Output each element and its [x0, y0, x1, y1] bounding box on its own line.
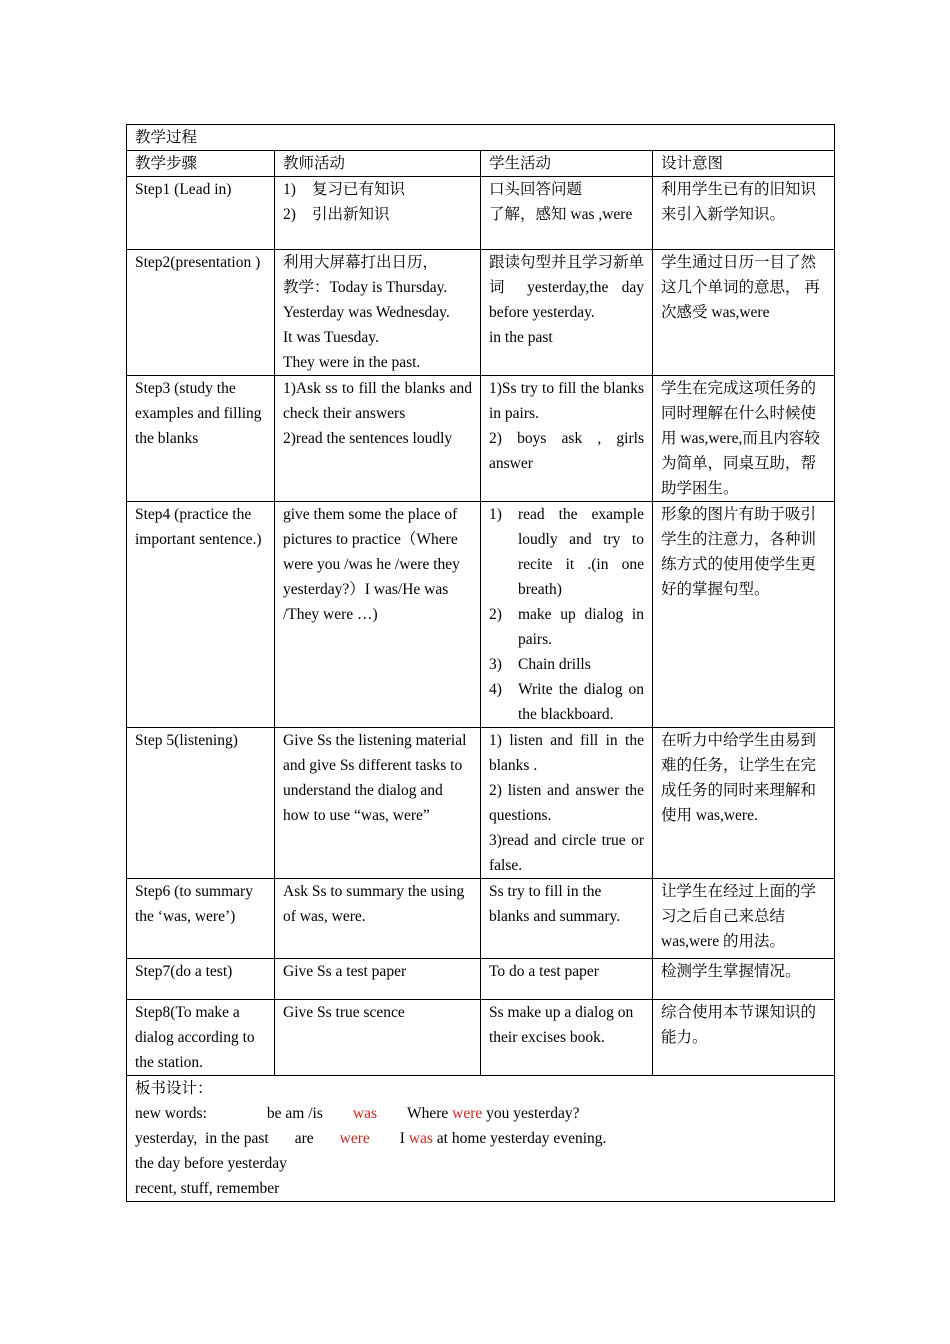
- board-line-1: new words: be am /is was Where were you yesterday?: [135, 1105, 580, 1122]
- header-row: [127, 151, 835, 177]
- highlight-word: was: [408, 1130, 433, 1147]
- list-item: 1) 复习已有知识: [283, 181, 406, 198]
- student-line: 了解，感知 was ,were: [489, 206, 633, 223]
- board-line-2: yesterday, in the past are were I was at home yesterday evening.: [135, 1130, 607, 1147]
- teacher-cell: [275, 177, 481, 250]
- student-line: 2) listen and answer the questions.: [489, 782, 644, 824]
- student-cell: [481, 728, 653, 879]
- board-line-3: the day before yesterday: [135, 1155, 287, 1172]
- table-row: [127, 177, 835, 250]
- teacher-cell: Ask Ss to summary the using of was, were.: [275, 879, 481, 959]
- teacher-cell: Give Ss a test paper: [275, 959, 481, 1000]
- student-line: 3)read and circle true or false.: [489, 832, 644, 874]
- step-cell: Step1 (Lead in): [127, 177, 275, 250]
- student-line: 口头回答问题: [489, 181, 583, 198]
- table-row: [127, 376, 835, 502]
- table-row: [127, 502, 835, 728]
- board-label: 板书设计：: [135, 1080, 213, 1097]
- list-item: 2) make up dialog in pairs.: [489, 606, 644, 648]
- teacher-line: 利用大屏幕打出日历，: [283, 254, 439, 271]
- teaching-process-table: [126, 124, 835, 1202]
- student-cell: Ss make up a dialog on their excises book.: [481, 1000, 653, 1076]
- table-row: [127, 959, 835, 1000]
- student-cell: [481, 502, 653, 728]
- intent-cell: 学生通过日历一目了然这几个单词的意思， 再次感受 was,were: [653, 250, 835, 376]
- step-cell: Step4 (practice the important sentence.): [127, 502, 275, 728]
- list-item: 2) 引出新知识: [283, 206, 390, 223]
- student-line: in the past: [489, 329, 553, 346]
- student-line: 跟读句型并且学习新单词 yesterday,the day before yesterday.: [489, 254, 645, 321]
- student-cell: [481, 177, 653, 250]
- teacher-cell: [275, 250, 481, 376]
- list-item: 1) read the example loudly and try to recite it .(in one breath): [489, 506, 644, 598]
- teacher-cell: give them some the place of pictures to practice（Where were you /was he /were they yesterday?）I was/He was /They were …): [275, 502, 481, 728]
- table-row: [127, 879, 835, 959]
- table-row: [127, 728, 835, 879]
- student-cell: [481, 250, 653, 376]
- teacher-line: It was Tuesday.: [283, 329, 379, 346]
- student-cell: To do a test paper: [481, 959, 653, 1000]
- teacher-line: 教学：Today is Thursday.: [283, 279, 448, 296]
- board-design-row: [127, 1076, 835, 1202]
- step-cell: Step2(presentation ): [127, 250, 275, 376]
- table-title: 教学过程: [127, 125, 835, 151]
- intent-cell: 让学生在经过上面的学习之后自己来总结 was,were 的用法。: [653, 879, 835, 959]
- header-student: 学生活动: [481, 151, 653, 177]
- step-cell: Step 5(listening): [127, 728, 275, 879]
- student-line: 2) boys ask , girls answer: [489, 430, 644, 472]
- teacher-line: 2)read the sentences loudly: [283, 430, 453, 447]
- table-row: [127, 1000, 835, 1076]
- intent-cell: 检测学生掌握情况。: [653, 959, 835, 1000]
- student-line: 1) listen and fill in the blanks .: [489, 732, 644, 774]
- list-item: 4) Write the dialog on the blackboard.: [489, 681, 644, 723]
- step-cell: Step3 (study the examples and filling the blanks: [127, 376, 275, 502]
- teacher-line: They were in the past.: [283, 354, 421, 371]
- header-teacher: 教师活动: [275, 151, 481, 177]
- teacher-cell: Give Ss true scence: [275, 1000, 481, 1076]
- student-cell: [481, 376, 653, 502]
- intent-cell: 在听力中给学生由易到难的任务，让学生在完成任务的同时来理解和使用 was,were.: [653, 728, 835, 879]
- student-cell: Ss try to fill in the blanks and summary.: [481, 879, 653, 959]
- header-step: 教学步骤: [127, 151, 275, 177]
- highlight-word: were: [452, 1105, 483, 1122]
- intent-cell: 综合使用本节课知识的能力。: [653, 1000, 835, 1076]
- teacher-cell: [275, 376, 481, 502]
- table-row: [127, 250, 835, 376]
- teacher-line: 1)Ask ss to fill the blanks and check their answers: [283, 380, 472, 422]
- teacher-line: Yesterday was Wednesday.: [283, 304, 450, 321]
- step-cell: Step7(do a test): [127, 959, 275, 1000]
- board-line-4: recent, stuff, remember: [135, 1180, 280, 1197]
- intent-cell: 利用学生已有的旧知识来引入新学知识。: [653, 177, 835, 250]
- step-cell: Step8(To make a dialog according to the station.: [127, 1000, 275, 1076]
- teacher-cell: Give Ss the listening material and give Ss different tasks to understand the dialog and how to use “was, were”: [275, 728, 481, 879]
- board-design-cell: [127, 1076, 835, 1202]
- highlight-word: was: [352, 1105, 377, 1122]
- highlight-word: were: [339, 1130, 370, 1147]
- header-intent: 设计意图: [653, 151, 835, 177]
- intent-cell: 学生在完成这项任务的同时理解在什么时候使用 was,were,而且内容较为简单，同桌互助，帮助学困生。: [653, 376, 835, 502]
- student-line: 1)Ss try to fill the blanks in pairs.: [489, 380, 644, 422]
- list-item: 3) Chain drills: [489, 656, 591, 673]
- intent-cell: 形象的图片有助于吸引学生的注意力，各种训练方式的使用使学生更好的掌握句型。: [653, 502, 835, 728]
- step-cell: Step6 (to summary the ‘was, were’): [127, 879, 275, 959]
